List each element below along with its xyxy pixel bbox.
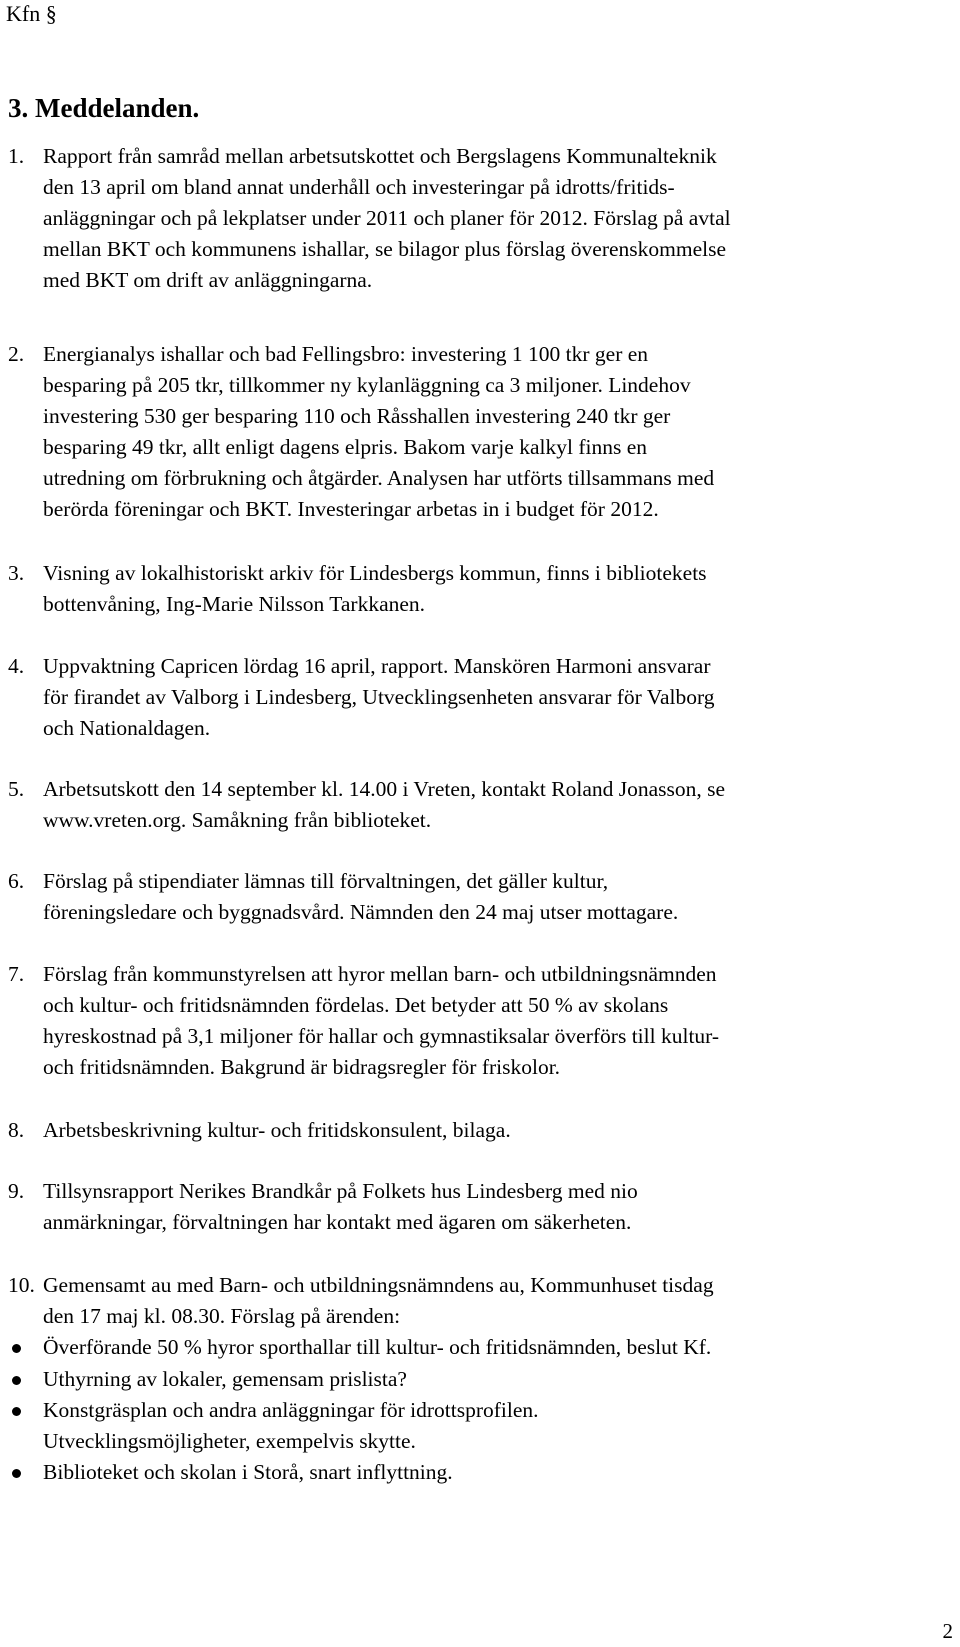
item-text: [43, 1270, 943, 1332]
item-line: besparing på 205 tkr, tillkommer ny kylanläggning ca 3 miljoner. Lindehov: [43, 373, 691, 397]
bullet-dot-icon: [12, 1469, 21, 1478]
item-line: Tillsynsrapport Nerikes Brandkår på Folkets hus Lindesberg med nio: [43, 1179, 638, 1203]
bullet-line: Konstgräsplan och andra anläggningar för idrottsprofilen.: [43, 1398, 539, 1422]
bullet-line: Biblioteket och skolan i Storå, snart inflyttning.: [43, 1460, 453, 1484]
item-text: [43, 1176, 943, 1238]
bullet-line: Uthyrning av lokaler, gemensam prislista?: [43, 1367, 407, 1391]
item-line: och Nationaldagen.: [43, 716, 211, 740]
item-text: [43, 339, 943, 525]
item-line: www.vreten.org. Samåkning från biblioteket.: [43, 808, 432, 832]
item-number: 8.: [8, 1118, 25, 1142]
page-number: 2: [942, 1619, 953, 1643]
item-line: anmärkningar, förvaltningen har kontakt med ägaren om säkerheten.: [43, 1210, 632, 1234]
item-line: och kultur- och fritidsnämnden fördelas. Det betyder att 50 % av skolans: [43, 993, 669, 1017]
item-text: [43, 558, 943, 620]
item-number: 4.: [8, 654, 25, 678]
item-number: 5.: [8, 777, 25, 801]
item-text: [43, 1115, 943, 1146]
item-text: [43, 774, 943, 836]
item-line: för firandet av Valborg i Lindesberg, Utvecklingsenheten ansvarar för Valborg: [43, 685, 715, 709]
item-line: mellan BKT och kommunens ishallar, se bilagor plus förslag överenskommelse: [43, 237, 727, 261]
bullet-text: [43, 1395, 943, 1457]
document-header: Kfn §: [6, 1, 57, 26]
item-number: 7.: [8, 962, 25, 986]
item-line: Arbetsutskott den 14 september kl. 14.00 i Vreten, kontakt Roland Jonasson, se: [43, 777, 726, 801]
item-number: 3.: [8, 561, 25, 585]
item-text: [43, 141, 943, 296]
item-line: Rapport från samråd mellan arbetsutskottet och Bergslagens Kommunalteknik: [43, 144, 717, 168]
item-line: investering 530 ger besparing 110 och Råsshallen investering 240 tkr ger: [43, 404, 671, 428]
item-line: utredning om förbrukning och åtgärder. Analysen har utförts tillsammans med: [43, 466, 715, 490]
bullet-dot-icon: [12, 1344, 21, 1353]
item-number: 6.: [8, 869, 25, 893]
bullet-dot-icon: [12, 1376, 21, 1385]
item-line: den 13 april om bland annat underhåll och investeringar på idrotts/fritids-: [43, 175, 675, 199]
item-line: berörda föreningar och BKT. Investeringar arbetas in i budget för 2012.: [43, 497, 659, 521]
item-number: 1.: [8, 144, 25, 168]
item-text: [43, 959, 943, 1083]
item-line: Energianalys ishallar och bad Fellingsbro: investering 1 100 tkr ger en: [43, 342, 649, 366]
bullet-text: [43, 1332, 943, 1363]
item-number: 2.: [8, 342, 25, 366]
bullet-text: [43, 1457, 943, 1488]
item-text: [43, 866, 943, 928]
item-line: besparing 49 tkr, allt enligt dagens elpris. Bakom varje kalkyl finns en: [43, 435, 647, 459]
item-line: bottenvåning, Ing-Marie Nilsson Tarkkanen.: [43, 592, 426, 616]
item-line: den 17 maj kl. 08.30. Förslag på ärenden:: [43, 1304, 401, 1328]
item-line: Gemensamt au med Barn- och utbildningsnämndens au, Kommunhuset tisdag: [43, 1273, 714, 1297]
item-line: med BKT om drift av anläggningarna.: [43, 268, 373, 292]
item-number: 10.: [8, 1273, 35, 1297]
item-line: Arbetsbeskrivning kultur- och fritidskonsulent, bilaga.: [43, 1118, 511, 1142]
bullet-line: Överförande 50 % hyror sporthallar till kultur- och fritidsnämnden, beslut Kf.: [43, 1335, 712, 1359]
item-line: anläggningar och på lekplatser under 2011 och planer för 2012. Förslag på avtal: [43, 206, 731, 230]
item-line: och fritidsnämnden. Bakgrund är bidragsregler för friskolor.: [43, 1055, 561, 1079]
item-line: föreningsledare och byggnadsvård. Nämnden den 24 maj utser mottagare.: [43, 900, 679, 924]
item-line: hyreskostnad på 3,1 miljoner för hallar och gymnastiksalar överförs till kultur-: [43, 1024, 720, 1048]
item-line: Uppvaktning Capricen lördag 16 april, rapport. Manskören Harmoni ansvarar: [43, 654, 711, 678]
item-text: [43, 651, 943, 744]
item-line: Förslag på stipendiater lämnas till förvaltningen, det gäller kultur,: [43, 869, 609, 893]
bullet-line: Utvecklingsmöjligheter, exempelvis skytte.: [43, 1429, 416, 1453]
bullet-dot-icon: [12, 1407, 21, 1416]
section-title: 3. Meddelanden.: [8, 93, 200, 123]
item-line: Visning av lokalhistoriskt arkiv för Lindesbergs kommun, finns i bibliotekets: [43, 561, 707, 585]
item-number: 9.: [8, 1179, 25, 1203]
bullet-text: [43, 1364, 943, 1395]
item-line: Förslag från kommunstyrelsen att hyror mellan barn- och utbildningsnämnden: [43, 962, 717, 986]
